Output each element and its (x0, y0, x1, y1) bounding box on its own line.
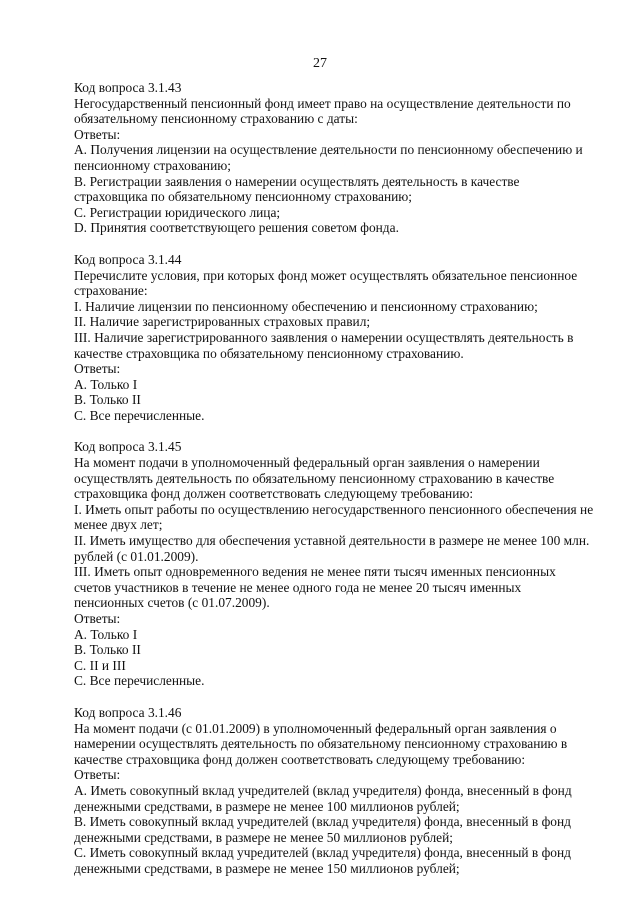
answer-option-line: A. Только I (74, 626, 138, 642)
answer-option-line: денежными средствами, в размере не менее 100 миллионов рублей; (74, 798, 460, 814)
question-text-line: осуществлять деятельность по обязательному пенсионному страхованию в качестве (74, 470, 555, 486)
question-code: Код вопроса 3.1.44 (74, 251, 182, 267)
answers-label: Ответы: (74, 611, 121, 626)
answer-option-line: D. Принятия соответствующего решения советом фонда. (74, 220, 399, 236)
question-block (74, 252, 584, 424)
question-code: Код вопроса 3.1.46 (74, 704, 182, 720)
question-text-line: обязательному пенсионному страхованию с даты: (74, 111, 358, 127)
question-text-line: III. Иметь опыт одновременного ведения не менее пяти тысяч именных пенсионных (74, 564, 556, 580)
question-text-line: счетов участников в течение не менее одного года не менее 20 тысяч именных (74, 579, 522, 595)
answer-option-line: B. Только II (74, 392, 141, 408)
question-text-line: На момент подачи в уполномоченный федеральный орган заявления о намерении (74, 455, 540, 471)
answer-option-line: C. Все перечисленные. (74, 407, 205, 423)
answer-option (74, 814, 584, 845)
answer-option (74, 783, 584, 814)
answer-option (74, 408, 584, 424)
answer-option-line: B. Регистрации заявления о намерении осуществлять деятельность в качестве (74, 173, 520, 189)
question-text-line: страхование: (74, 283, 148, 299)
answer-option-line: страховщика по обязательному пенсионному страхованию; (74, 189, 413, 205)
question-text-line: качестве страховщика фонд должен соответствовать следующему требованию: (74, 751, 526, 767)
answer-option (74, 642, 584, 658)
answer-option-line: денежными средствами, в размере не менее 150 миллионов рублей; (74, 860, 460, 876)
answer-option (74, 392, 584, 408)
answers-label: Ответы: (74, 126, 121, 142)
answer-option-line: C. Все перечисленные. (74, 673, 205, 689)
question-text-line: пенсионных счетов (с 01.07.2009). (74, 595, 270, 611)
answer-option-line: A. Иметь совокупный вклад учредителей (вклад учредителя) фонда, внесенный в фонд (74, 782, 572, 798)
question-block (74, 705, 584, 877)
question-text-line: рублей (с 01.01.2009). (74, 548, 199, 564)
answer-option-line: B. Только II (74, 642, 141, 658)
question-text-line: II. Иметь имущество для обеспечения уставной деятельности в размере не менее 100 млн. (74, 533, 590, 549)
question-text-line: страховщика фонд должен соответствовать следующему требованию: (74, 486, 474, 502)
answer-option (74, 377, 584, 393)
answer-option-line: C. II и III (74, 657, 126, 673)
question-text-line: I. Иметь опыт работы по осуществлению негосударственного пенсионного обеспечения не (74, 501, 594, 517)
document-body (74, 80, 594, 893)
answer-option-line: A. Получения лицензии на осуществление деятельности по пенсионному обеспечению и (74, 142, 583, 158)
answers-label: Ответы: (74, 767, 121, 783)
question-text-line: Перечислите условия, при которых фонд может осуществлять обязательное пенсионное (74, 267, 578, 283)
answer-option-line: C. Иметь совокупный вклад учредителей (вклад учредителя) фонда, внесенный в фонд (74, 845, 571, 861)
answer-option-line: пенсионному страхованию; (74, 157, 231, 173)
question-text-line: I. Наличие лицензии по пенсионному обеспечению и пенсионному страхованию; (74, 298, 538, 314)
question-code: Код вопроса 3.1.43 (74, 80, 182, 95)
answer-option (74, 205, 584, 221)
answer-option (74, 220, 584, 236)
answer-option (74, 658, 584, 674)
answers-label: Ответы: (74, 361, 121, 377)
question-text-line: II. Наличие зарегистрированных страховых правил; (74, 314, 371, 330)
answer-option (74, 845, 584, 876)
answer-option (74, 142, 584, 173)
answer-option-line: B. Иметь совокупный вклад учредителей (вклад учредителя) фонда, внесенный в фонд (74, 814, 571, 830)
question-text-line: Негосударственный пенсионный фонд имеет право на осуществление деятельности по (74, 95, 571, 111)
question-text-line: намерении осуществлять деятельность по обязательному пенсионному страхованию в (74, 736, 568, 752)
question-block (74, 439, 594, 689)
question-text-line: менее двух лет; (74, 517, 163, 533)
question-block (74, 80, 584, 236)
answer-option (74, 627, 584, 643)
page-number: 27 (313, 56, 327, 71)
question-text-line: качестве страховщика по обязательному пенсионному страхованию. (74, 345, 464, 361)
answer-option-line: A. Только I (74, 376, 138, 392)
question-text-line: На момент подачи (с 01.01.2009) в уполномоченный федеральный орган заявления о (74, 720, 557, 736)
answer-option (74, 673, 584, 689)
answer-option-line: денежными средствами, в размере не менее 50 миллионов рублей; (74, 829, 453, 845)
answer-option-line: C. Регистрации юридического лица; (74, 204, 281, 220)
question-code: Код вопроса 3.1.45 (74, 439, 182, 455)
question-text-line: III. Наличие зарегистрированного заявления о намерении осуществлять деятельность в (74, 329, 574, 345)
answer-option (74, 174, 584, 205)
